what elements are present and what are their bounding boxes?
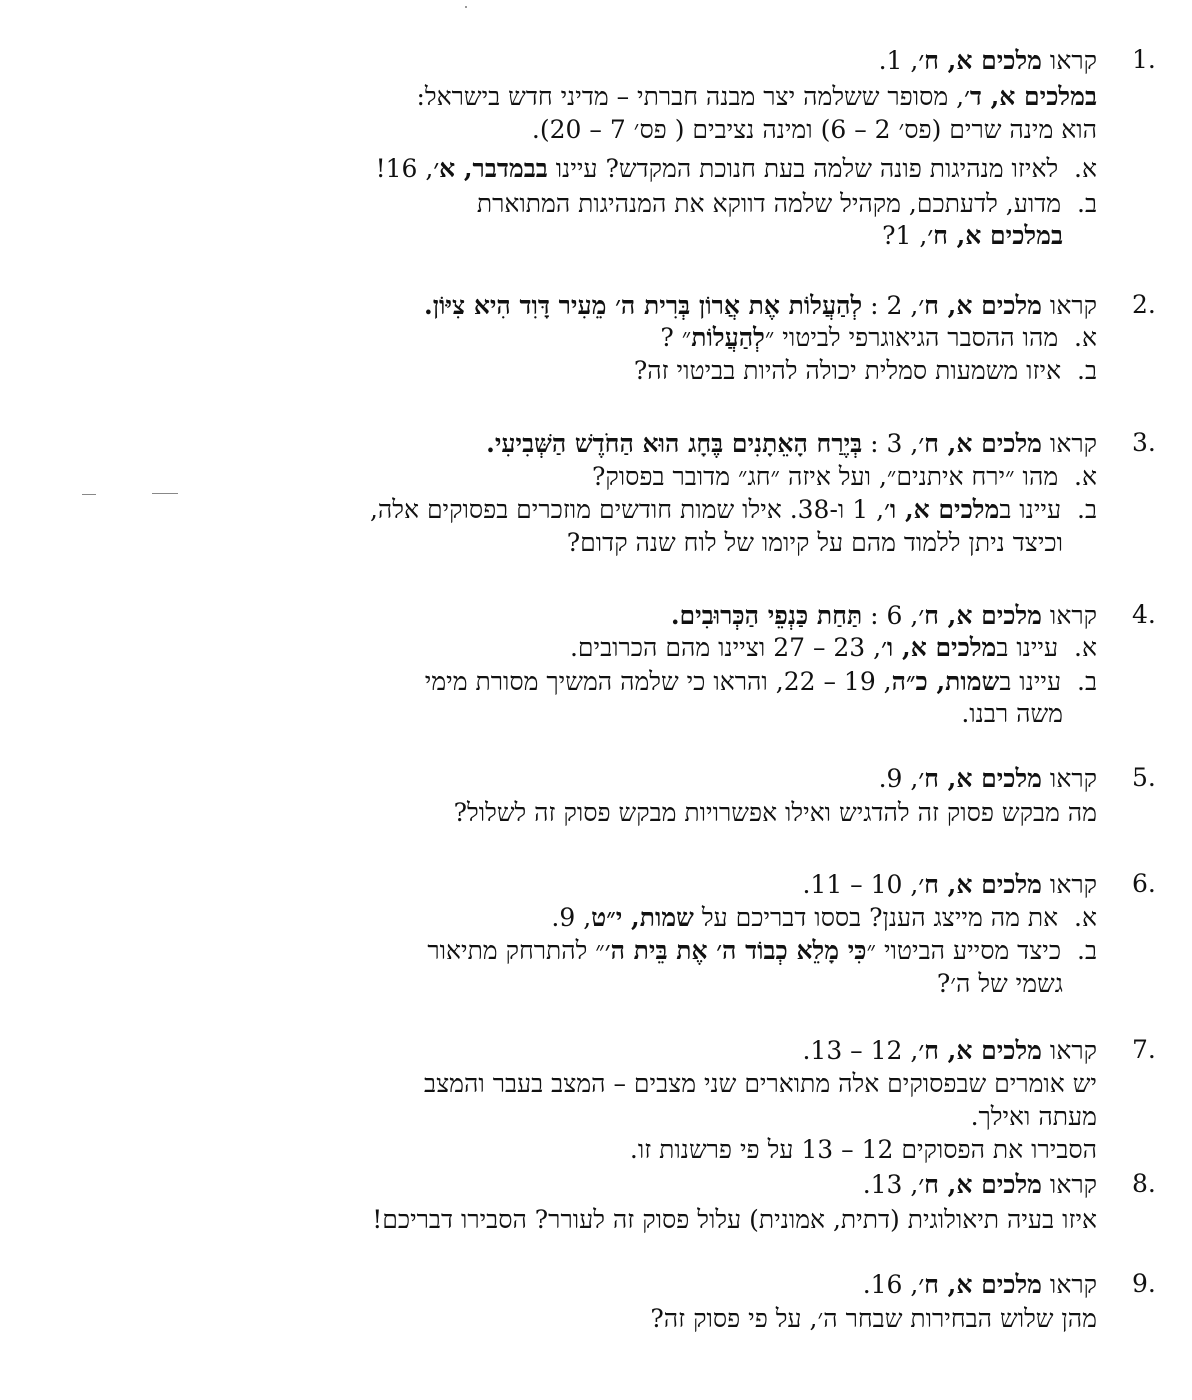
sub-question: א. מהו ההסבר הגיאוגרפי לביטוי ״לְהַעֲלוֹת״ ? xyxy=(660,323,1097,352)
scan-speck xyxy=(465,6,467,8)
question-heading: קראו מלכים א, ח׳, 9. xyxy=(878,764,1097,793)
sub-question: ב. עיינו בשמות, כ״ה, 19 – 22, והראו כי שלמה המשיך מסורת מימי xyxy=(424,667,1097,696)
sub-question: א. מהו ״ירח איתנים״, ועל איזה ״חג״ מדובר בפסוק? xyxy=(591,462,1097,491)
scan-mark xyxy=(152,493,178,494)
question-text: מעתה ואילך. xyxy=(970,1102,1097,1131)
sub-question-continuation: גשמי של ה׳? xyxy=(936,969,1063,998)
sub-question: ב. איזו משמעות סמלית יכולה להיות בביטוי זה? xyxy=(633,356,1097,385)
question-number: 1. xyxy=(1132,45,1156,74)
question-heading: קראו מלכים א, ח׳, 13. xyxy=(862,1170,1097,1199)
question-text: מה מבקש פסוק זה להדגיש ואילו אפשרויות מבקש פסוק זה לשלול? xyxy=(453,798,1097,827)
sub-question: א. לאיזו מנהיגות פונה שלמה בעת חנוכת המקדש? עיינו בבמדבר, א׳, 16! xyxy=(375,154,1097,183)
question-number: 9. xyxy=(1132,1269,1156,1298)
question-heading: קראו מלכים א, ח׳, 3 : בְּיֶרַח הָאֵתָנִים בֶּחָג הוּא הַחֹדֶשׁ הַשְּׁבִיעִי. xyxy=(486,429,1097,458)
question-heading: קראו מלכים א, ח׳, 10 – 11. xyxy=(802,870,1097,899)
sub-question-continuation: במלכים א, ח׳, 1? xyxy=(882,221,1063,250)
sub-question: א. עיינו במלכים א, ו׳, 23 – 27 וציינו מהם הכרובים. xyxy=(569,633,1097,662)
sub-question-continuation: משה רבנו. xyxy=(961,699,1063,728)
question-number: 6. xyxy=(1132,869,1156,898)
sub-question: א. את מה מייצג הענן? בססו דבריכם על שמות, י״ט, 9. xyxy=(551,903,1097,932)
question-number: 2. xyxy=(1132,290,1156,319)
question-heading: קראו מלכים א, ח׳, 1. xyxy=(878,46,1097,75)
question-text: איזו בעיה תיאולוגית (דתית, אמונית) עלול פסוק זה לעורר? הסבירו דבריכם! xyxy=(372,1205,1097,1234)
question-number: 8. xyxy=(1132,1169,1156,1198)
sub-question: ב. עיינו במלכים א, ו׳, 1 ו-38. אילו שמות חודשים מוזכרים בפסוקים אלה, xyxy=(369,495,1097,524)
question-heading: קראו מלכים א, ח׳, 16. xyxy=(862,1270,1097,1299)
question-heading: קראו מלכים א, ח׳, 12 – 13. xyxy=(802,1036,1097,1065)
question-number: 3. xyxy=(1132,428,1156,457)
question-heading: קראו מלכים א, ח׳, 6 : תַּחַת כַּנְפֵי הַכְּרוּבִים. xyxy=(670,601,1097,630)
sub-question-continuation: וכיצד ניתן ללמוד מהם על קיומו של לוח שנה קדום? xyxy=(566,528,1063,557)
sub-question: ב. מדוע, לדעתכם, מקהיל שלמה דווקא את המנהיגות המתוארת xyxy=(476,189,1097,218)
question-number: 4. xyxy=(1132,600,1156,629)
question-text: במלכים א, ד׳, מסופר ששלמה יצר מבנה חברתי – מדיני חדש בישראל: xyxy=(416,82,1097,111)
question-text: יש אומרים שבפסוקים אלה מתוארים שני מצבים – המצב בעבר והמצב xyxy=(424,1069,1097,1098)
question-heading: קראו מלכים א, ח׳, 2 : לְהַעֲלוֹת אֶת אֲרוֹן בְּרִית ה׳ מֵעִיר דָּוִד הִיא צִיּוֹן. xyxy=(423,291,1097,320)
question-number: 7. xyxy=(1132,1035,1156,1064)
sub-question: ב. כיצד מסייע הביטוי ״כִּי מָלֵא כְבוֹד ה׳ אֶת בֵּית ה׳״ להתרחק מתיאור xyxy=(427,936,1097,965)
question-text: מהן שלוש הבחירות שבחר ה׳, על פי פסוק זה? xyxy=(650,1304,1097,1333)
scan-mark xyxy=(82,494,96,495)
question-number: 5. xyxy=(1132,763,1156,792)
question-text: הסבירו את הפסוקים 12 – 13 על פי פרשנות זו. xyxy=(629,1135,1097,1164)
question-text: הוא מינה שרים (פס׳ 2 – 6) ומינה נציבים ( פס׳ 7 – 20). xyxy=(531,115,1097,144)
